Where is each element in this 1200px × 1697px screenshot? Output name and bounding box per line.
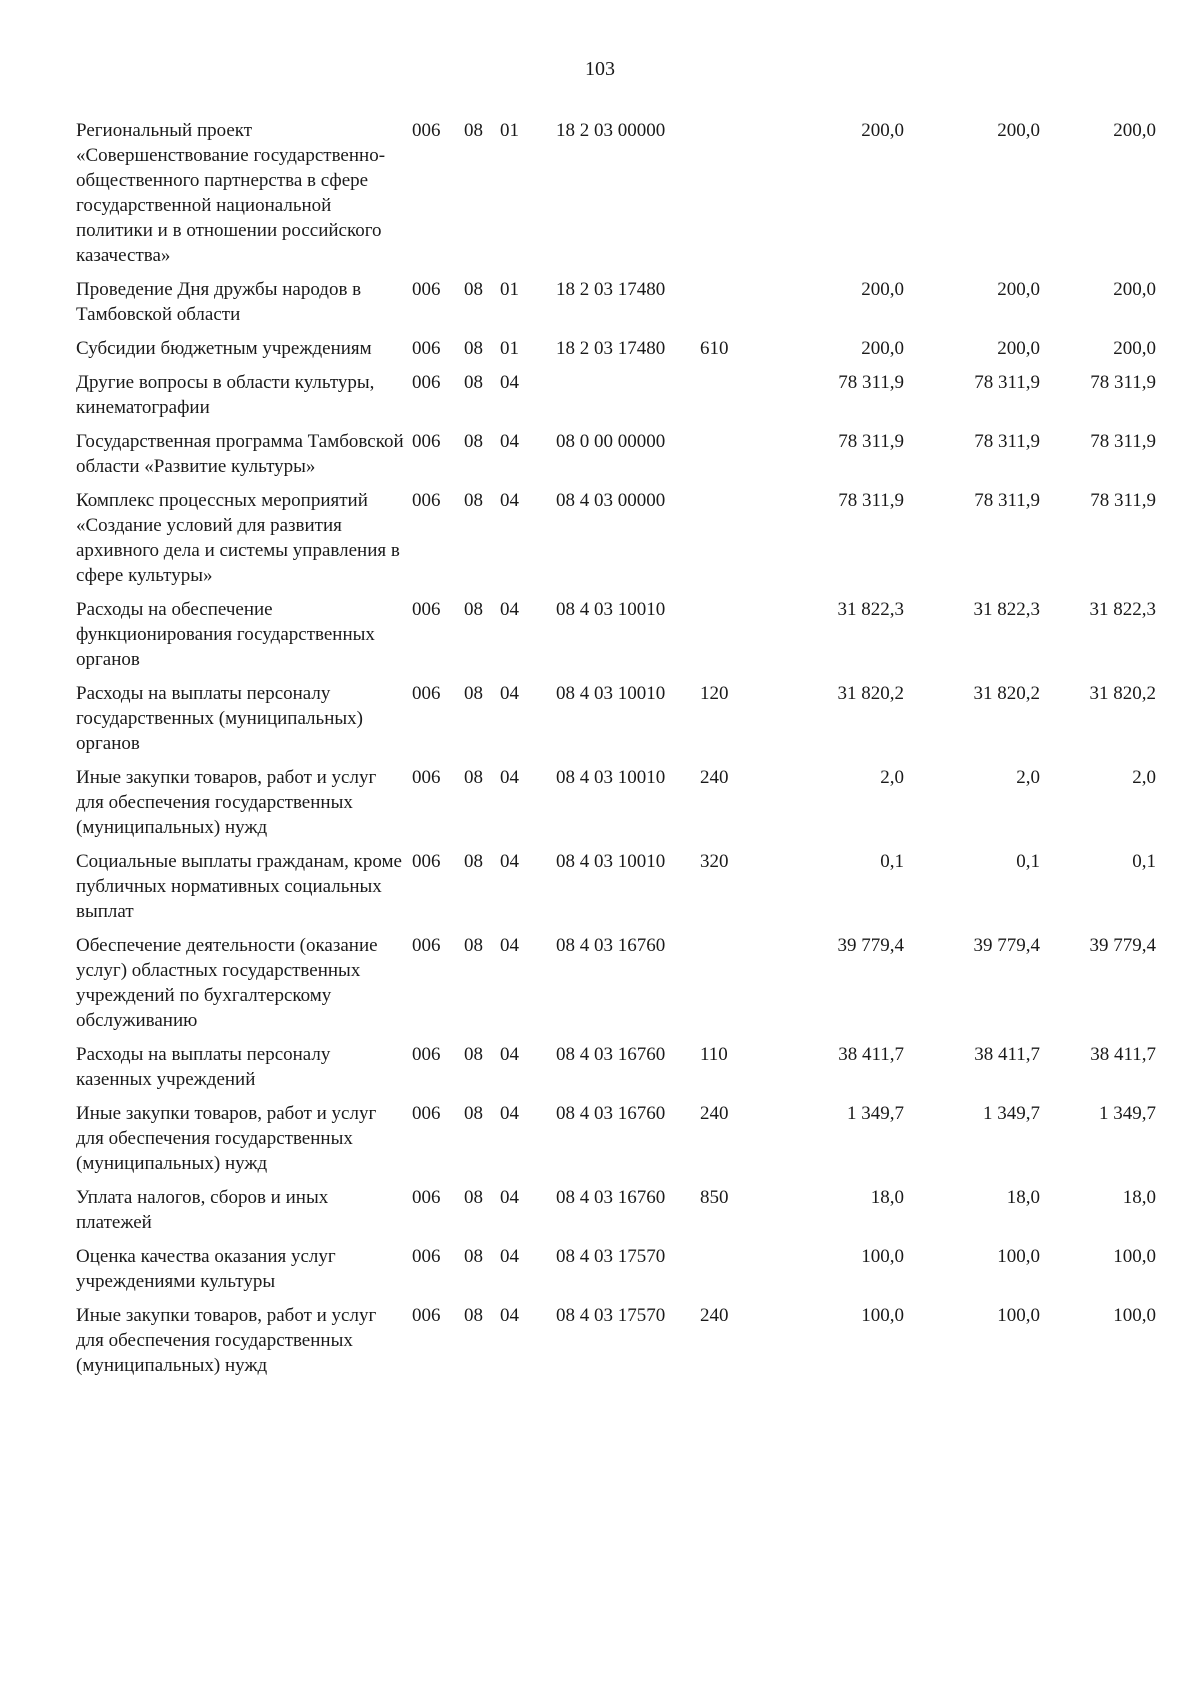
row-year3: 78 311,9 (1090, 431, 1156, 452)
row-ved: 006 (412, 683, 441, 704)
row-ved: 006 (412, 935, 441, 956)
row-ved: 006 (412, 599, 441, 620)
row-year2: 78 311,9 (974, 431, 1040, 452)
row-name: Уплата налогов, сборов и иных платежей (76, 1187, 329, 1233)
row-name: Комплекс процессных мероприятий «Создание условий для развития архивного дела и системы управления в сфере культуры» (76, 490, 400, 586)
row-rz: 08 (464, 120, 483, 141)
row-csr: 08 4 03 10010 (556, 683, 666, 704)
row-year2: 78 311,9 (974, 372, 1040, 393)
row-vr: 240 (700, 1103, 729, 1124)
row-rz: 08 (464, 1103, 483, 1124)
row-vr (700, 370, 758, 429)
table-row (76, 488, 1156, 597)
table-row (76, 1042, 1156, 1101)
row-year2: 100,0 (997, 1246, 1040, 1267)
row-pr: 04 (500, 431, 519, 452)
row-pr: 04 (500, 851, 519, 872)
row-year1: 78 311,9 (838, 372, 904, 393)
row-csr: 08 4 03 10010 (556, 767, 666, 788)
table-row (76, 933, 1156, 1042)
row-csr: 08 4 03 10010 (556, 599, 666, 620)
row-vr: 850 (700, 1187, 729, 1208)
row-year2: 200,0 (997, 120, 1040, 141)
row-pr: 04 (500, 683, 519, 704)
row-csr: 08 4 03 16760 (556, 935, 666, 956)
table-row (76, 429, 1156, 488)
row-year1: 18,0 (870, 1187, 904, 1208)
row-csr: 08 4 03 16760 (556, 1103, 666, 1124)
row-year1: 78 311,9 (838, 431, 904, 452)
row-year1: 100,0 (861, 1305, 904, 1326)
row-year3: 39 779,4 (1089, 935, 1156, 956)
row-year2: 38 411,7 (974, 1044, 1040, 1065)
row-year1: 200,0 (861, 279, 904, 300)
row-rz: 08 (464, 279, 483, 300)
row-name: Иные закупки товаров, работ и услуг для обеспечения государственных (муниципальных) нужд (76, 1103, 377, 1174)
row-year2: 200,0 (997, 279, 1040, 300)
row-csr (556, 370, 700, 429)
row-year1: 100,0 (861, 1246, 904, 1267)
row-pr: 04 (500, 1246, 519, 1267)
row-csr: 08 4 03 17570 (556, 1246, 666, 1267)
row-name: Иные закупки товаров, работ и услуг для обеспечения государственных (муниципальных) нужд (76, 767, 377, 838)
row-name: Оценка качества оказания услуг учреждениями культуры (76, 1246, 336, 1292)
budget-table-body (76, 118, 1156, 1387)
table-row (76, 849, 1156, 933)
row-pr: 04 (500, 1187, 519, 1208)
row-ved: 006 (412, 1246, 441, 1267)
row-pr: 04 (500, 1305, 519, 1326)
row-year3: 1 349,7 (1099, 1103, 1156, 1124)
table-row (76, 277, 1156, 336)
row-year1: 200,0 (861, 120, 904, 141)
row-year2: 2,0 (1016, 767, 1040, 788)
row-ved: 006 (412, 490, 441, 511)
row-rz: 08 (464, 431, 483, 452)
table-row (76, 681, 1156, 765)
table-row (76, 597, 1156, 681)
row-year3: 78 311,9 (1090, 372, 1156, 393)
row-pr: 04 (500, 767, 519, 788)
row-csr: 18 2 03 17480 (556, 338, 666, 359)
row-name: Региональный проект «Совершенствование государственно-общественного партнерства в сфере государственной национальной политики и в отношении российского казачества» (76, 120, 386, 266)
row-rz: 08 (464, 338, 483, 359)
row-name: Обеспечение деятельности (оказание услуг) областных государственных учреждений по бухгалтерскому обслуживанию (76, 935, 378, 1031)
table-row (76, 1244, 1156, 1303)
row-vr: 240 (700, 1305, 729, 1326)
row-year1: 38 411,7 (838, 1044, 904, 1065)
row-name: Государственная программа Тамбовской области «Развитие культуры» (76, 431, 404, 477)
table-row (76, 336, 1156, 370)
row-rz: 08 (464, 1044, 483, 1065)
row-vr: 120 (700, 683, 729, 704)
row-year2: 78 311,9 (974, 490, 1040, 511)
row-year2: 0,1 (1016, 851, 1040, 872)
row-rz: 08 (464, 767, 483, 788)
row-ved: 006 (412, 1044, 441, 1065)
row-name: Другие вопросы в области культуры, кинематографии (76, 372, 375, 418)
row-csr: 08 4 03 00000 (556, 490, 666, 511)
row-year1: 2,0 (880, 767, 904, 788)
row-year3: 78 311,9 (1090, 490, 1156, 511)
row-vr (700, 1244, 758, 1303)
row-name: Субсидии бюджетным учреждениям (76, 338, 372, 359)
row-year3: 200,0 (1113, 120, 1156, 141)
row-pr: 01 (500, 120, 519, 141)
row-year1: 31 822,3 (837, 599, 904, 620)
row-ved: 006 (412, 431, 441, 452)
row-year3: 18,0 (1122, 1187, 1156, 1208)
row-vr (700, 933, 758, 1042)
row-pr: 01 (500, 279, 519, 300)
row-name: Расходы на обеспечение функционирования государственных органов (76, 599, 375, 670)
row-year3: 100,0 (1113, 1246, 1156, 1267)
row-ved: 006 (412, 1187, 441, 1208)
row-vr (700, 118, 758, 277)
row-year3: 0,1 (1132, 851, 1156, 872)
row-csr: 18 2 03 17480 (556, 279, 666, 300)
row-year1: 78 311,9 (838, 490, 904, 511)
row-ved: 006 (412, 767, 441, 788)
row-year3: 38 411,7 (1090, 1044, 1156, 1065)
row-csr: 08 4 03 10010 (556, 851, 666, 872)
table-row (76, 370, 1156, 429)
row-year3: 31 820,2 (1089, 683, 1156, 704)
row-pr: 04 (500, 1103, 519, 1124)
row-csr: 08 4 03 16760 (556, 1187, 666, 1208)
row-csr: 08 4 03 17570 (556, 1305, 666, 1326)
row-year2: 200,0 (997, 338, 1040, 359)
row-rz: 08 (464, 372, 483, 393)
row-ved: 006 (412, 1103, 441, 1124)
row-rz: 08 (464, 851, 483, 872)
row-year2: 31 820,2 (973, 683, 1040, 704)
row-rz: 08 (464, 490, 483, 511)
table-row (76, 118, 1156, 277)
row-rz: 08 (464, 599, 483, 620)
row-name: Проведение Дня дружбы народов в Тамбовской области (76, 279, 362, 325)
row-pr: 04 (500, 599, 519, 620)
row-year3: 100,0 (1113, 1305, 1156, 1326)
row-vr: 320 (700, 851, 729, 872)
row-year2: 100,0 (997, 1305, 1040, 1326)
row-name: Социальные выплаты гражданам, кроме публичных нормативных социальных выплат (76, 851, 402, 922)
row-rz: 08 (464, 1187, 483, 1208)
row-ved: 006 (412, 120, 441, 141)
row-ved: 006 (412, 1305, 441, 1326)
row-rz: 08 (464, 683, 483, 704)
row-year3: 200,0 (1113, 338, 1156, 359)
row-pr: 04 (500, 372, 519, 393)
row-pr: 04 (500, 1044, 519, 1065)
row-year3: 200,0 (1113, 279, 1156, 300)
row-year3: 2,0 (1132, 767, 1156, 788)
row-year1: 39 779,4 (837, 935, 904, 956)
row-ved: 006 (412, 851, 441, 872)
row-ved: 006 (412, 372, 441, 393)
row-year2: 18,0 (1006, 1187, 1040, 1208)
row-name: Расходы на выплаты персоналу казенных учреждений (76, 1044, 331, 1090)
table-row (76, 1185, 1156, 1244)
row-year1: 31 820,2 (837, 683, 904, 704)
row-rz: 08 (464, 1305, 483, 1326)
row-rz: 08 (464, 935, 483, 956)
table-row (76, 765, 1156, 849)
row-csr: 18 2 03 00000 (556, 120, 666, 141)
row-year2: 1 349,7 (983, 1103, 1040, 1124)
row-ved: 006 (412, 338, 441, 359)
row-pr: 04 (500, 490, 519, 511)
row-rz: 08 (464, 1246, 483, 1267)
row-year1: 0,1 (880, 851, 904, 872)
row-name: Иные закупки товаров, работ и услуг для обеспечения государственных (муниципальных) нужд (76, 1305, 377, 1376)
row-vr: 110 (700, 1044, 728, 1065)
row-year2: 39 779,4 (973, 935, 1040, 956)
row-vr: 610 (700, 338, 729, 359)
table-row (76, 1101, 1156, 1185)
row-pr: 01 (500, 338, 519, 359)
row-ved: 006 (412, 279, 441, 300)
row-vr: 240 (700, 767, 729, 788)
row-vr (700, 597, 758, 681)
budget-table (76, 118, 1156, 1387)
row-year2: 31 822,3 (973, 599, 1040, 620)
row-csr: 08 4 03 16760 (556, 1044, 666, 1065)
row-pr: 04 (500, 935, 519, 956)
row-vr (700, 429, 758, 488)
row-name: Расходы на выплаты персоналу государственных (муниципальных) органов (76, 683, 363, 754)
row-year3: 31 822,3 (1089, 599, 1156, 620)
row-vr (700, 488, 758, 597)
row-vr (700, 277, 758, 336)
page-number: 103 (585, 58, 615, 80)
row-csr: 08 0 00 00000 (556, 431, 666, 452)
table-row (76, 1303, 1156, 1387)
row-year1: 200,0 (861, 338, 904, 359)
row-year1: 1 349,7 (847, 1103, 904, 1124)
